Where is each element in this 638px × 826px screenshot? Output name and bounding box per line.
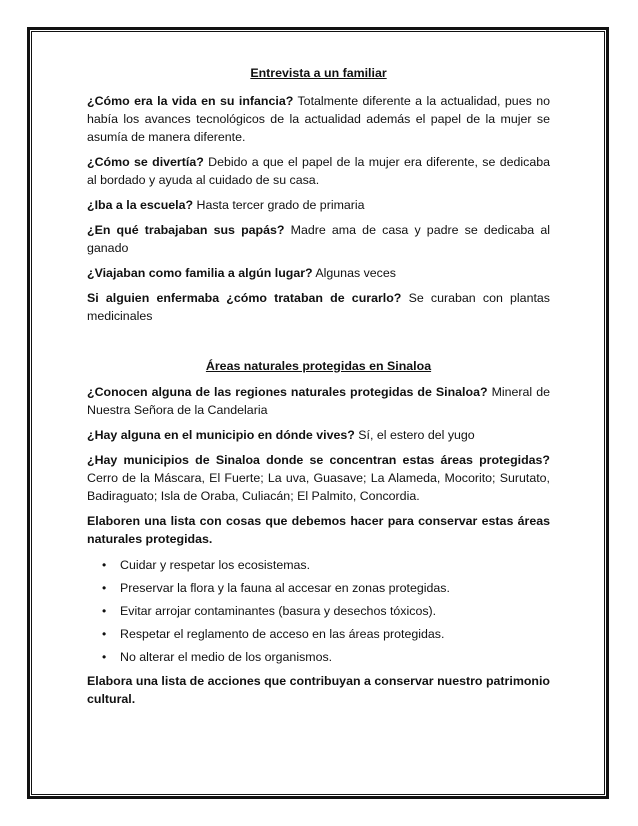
question: Si alguien enfermaba ¿cómo trataban de curarlo? — [87, 291, 402, 305]
answer: Debido a que el papel de la mujer era diferente, se dedicaba al bordado y ayuda al cuidado de su casa. — [87, 155, 550, 187]
bullet-icon: • — [102, 627, 107, 641]
qa-item-childhood — [87, 92, 550, 146]
section-title-protected-areas: Áreas naturales protegidas en Sinaloa — [205, 359, 432, 373]
question: ¿Hay alguna en el municipio en dónde vives? — [87, 428, 355, 442]
bullet-icon: • — [102, 558, 107, 572]
answer: Sí, el estero del yugo — [358, 428, 475, 442]
question: ¿Hay municipios de Sinaloa donde se concentran estas áreas protegidas? — [87, 453, 550, 467]
list-item — [87, 648, 550, 666]
document-body — [87, 64, 550, 716]
section-title-interview: Entrevista a un familiar — [250, 66, 387, 80]
bullet-icon: • — [102, 604, 107, 618]
question: ¿Cómo era la vida en su infancia? — [87, 94, 294, 108]
list-item-text: Cuidar y respetar los ecosistemas. — [120, 558, 311, 572]
list-prompt: Elaboren una lista con cosas que debemos hacer para conservar estas áreas naturales protegidas. — [87, 514, 550, 546]
answer: Cerro de la Máscara, El Fuerte; La uva, Guasave; La Alameda, Mocorito; Surutato, Badiraguato; Isla de Oraba, Culiacán; El Palmito, Concordia. — [87, 471, 550, 503]
list-item-text: No alterar el medio de los organismos. — [120, 650, 333, 664]
list-item-text: Evitar arrojar contaminantes (basura y desechos tóxicos). — [120, 604, 437, 618]
answer: Se curaban con plantas medicinales — [87, 291, 550, 323]
qa-item-municipality — [87, 426, 550, 444]
qa-item-parents-work — [87, 221, 550, 257]
question: ¿Cómo se divertía? — [87, 155, 204, 169]
bullet-icon: • — [102, 650, 107, 664]
qa-item-illness — [87, 289, 550, 325]
qa-item-travel — [87, 264, 550, 282]
question: ¿Iba a la escuela? — [87, 198, 194, 212]
list-item — [87, 625, 550, 643]
list-item-text: Preservar la flora y la fauna al accesar en zonas protegidas. — [120, 581, 450, 595]
question: ¿Viajaban como familia a algún lugar? — [87, 266, 313, 280]
answer: Mineral de Nuestra Señora de la Candelaria — [87, 385, 550, 417]
bullet-icon: • — [102, 581, 107, 595]
list-item — [87, 579, 550, 597]
question: ¿En qué trabajaban sus papás? — [87, 223, 285, 237]
conservation-list — [87, 556, 550, 666]
list-item-text: Respetar el reglamento de acceso en las áreas protegidas. — [120, 627, 445, 641]
list-item — [87, 602, 550, 620]
answer: Totalmente diferente a la actualidad, pues no había los avances tecnológicos de la actualidad además el papel de la mujer se asumía de manera diferente. — [87, 94, 550, 144]
question: ¿Conocen alguna de las regiones naturales protegidas de Sinaloa? — [87, 385, 488, 399]
qa-item-fun — [87, 153, 550, 189]
qa-item-school — [87, 196, 550, 214]
answer: Algunas veces — [315, 266, 396, 280]
final-prompt: Elabora una lista de acciones que contribuyan a conservar nuestro patrimonio cultural. — [87, 674, 550, 706]
answer: Hasta tercer grado de primaria — [196, 198, 365, 212]
qa-item-know-regions — [87, 383, 550, 419]
answer: Madre ama de casa y padre se dedicaba al ganado — [87, 223, 551, 255]
list-item — [87, 556, 550, 574]
qa-item-concentrated — [87, 451, 550, 505]
